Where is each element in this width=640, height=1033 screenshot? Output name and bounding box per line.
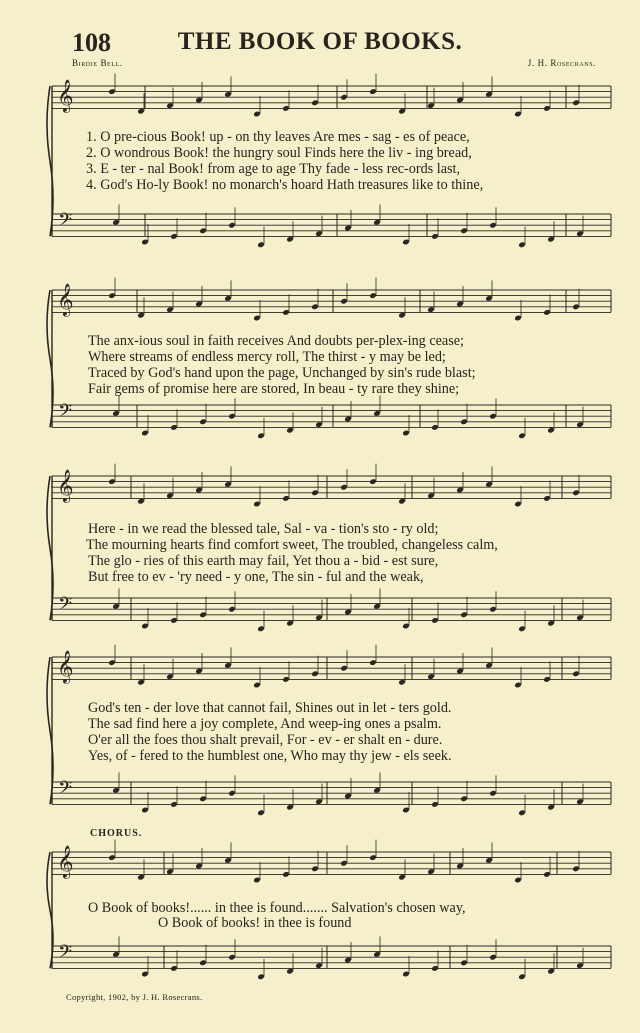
system-3-bass-clef: 𝄢 [58, 594, 73, 619]
composer-credit: J. H. Rosecrans. [527, 58, 596, 68]
lyricist-credit: Birdie Bell. [72, 58, 123, 68]
system-4-bass-clef: 𝄢 [58, 778, 73, 803]
system-1-treble-clef: 𝄞 [57, 79, 74, 112]
lyric-verse-4-line-2: Fair gems of promise here are stored, In beau - ty rare they shine; [88, 381, 460, 397]
lyric-verse-2-line-4: The sad find here a joy complete, And weep-ing ones a psalm. [88, 716, 442, 732]
lyric-verse-4-line-3: But free to ev - 'ry need - y one, The sin - ful and the weak, [88, 569, 424, 585]
lyric-verse-1-line-4: God's ten - der love that cannot fail, Shines out in let - ters gold. [88, 700, 452, 716]
chorus-label: CHORUS. [90, 828, 143, 839]
lyric-verse-2-line-1: 2. O wondrous Book! the hungry soul Finds here the liv - ing bread, [86, 145, 472, 161]
lyric-verse-1-line-2: The anx-ious soul in faith receives And doubts per-plex-ing cease; [88, 333, 464, 349]
lyric-verse-2-line-2: Where streams of endless mercy roll, The thirst - y may be led; [88, 349, 446, 365]
system-4-treble-clef: 𝄞 [57, 650, 74, 683]
page-number: 108 [72, 28, 111, 57]
lyric-verse-4-line-4: Yes, of - fered to the humblest one, Who may thy jew - els seek. [88, 748, 452, 764]
lyric-verse-3-line-4: O'er all the foes thou shalt prevail, For - ev - er shalt en - dure. [88, 732, 443, 748]
system-2-treble-clef: 𝄞 [57, 283, 74, 316]
lyric-verse-1-line-3: Here - in we read the blessed tale, Sal - va - tion's sto - ry old; [88, 521, 439, 537]
system-3-treble-clef: 𝄞 [57, 469, 74, 502]
copyright-notice: Copyright, 1902, by J. H. Rosecrans. [66, 992, 203, 1002]
chorus-lyric-line-1: O Book of books!...... in thee is found....... Salvation's chosen way, [88, 900, 466, 916]
lyric-verse-3-line-1: 3. E - ter - nal Book! from age to age Thy fade - less rec-ords last, [86, 161, 461, 177]
system-2-bass-clef: 𝄢 [58, 401, 73, 426]
system-5-treble-clef: 𝄞 [57, 845, 74, 878]
lyric-verse-3-line-2: Traced by God's hand upon the page, Unchanged by sin's rude blast; [88, 365, 476, 381]
system-1-bass-clef: 𝄢 [58, 210, 73, 235]
lyric-verse-4-line-1: 4. God's Ho-ly Book! no monarch's hoard Hath treasures like to thine, [86, 177, 484, 193]
chorus-lyric-line-2: O Book of books! in thee is found [158, 915, 352, 931]
lyric-verse-3-line-3: The glo - ries of this earth may fail, Yet thou a - bid - est sure, [88, 553, 439, 569]
hymn-title: THE BOOK OF BOOKS. [177, 28, 463, 55]
lyric-verse-1-line-1: 1. O pre-cious Book! up - on thy leaves Are mes - sag - es of peace, [86, 129, 470, 145]
system-5-bass-clef: 𝄢 [58, 942, 73, 967]
lyric-verse-2-line-3: The mourning hearts find comfort sweet, The troubled, changeless calm, [86, 537, 498, 553]
